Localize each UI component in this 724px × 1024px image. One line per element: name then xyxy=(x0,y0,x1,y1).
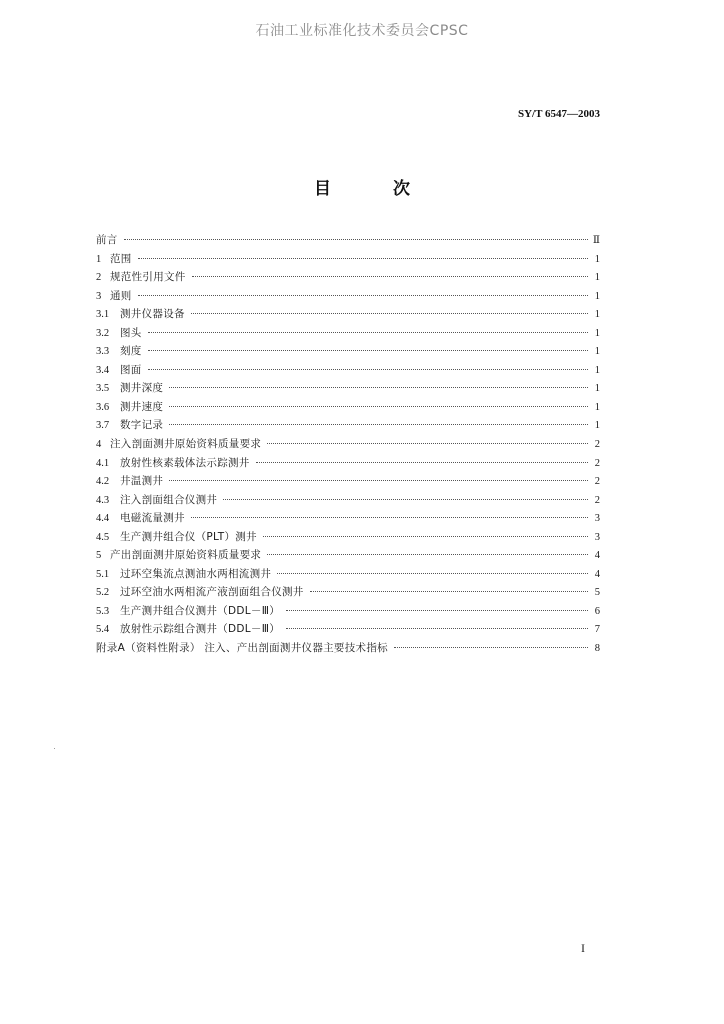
toc-entry-label: 放射性核素载体法示踪测井 xyxy=(120,456,250,469)
toc-entry[interactable] xyxy=(96,583,600,602)
toc-leader-dots xyxy=(169,406,588,407)
toc-entry[interactable] xyxy=(96,342,600,361)
toc-entry[interactable] xyxy=(96,546,600,565)
toc-entry[interactable] xyxy=(96,305,600,324)
toc-entry-label: 过环空集流点测油水两相流测井 xyxy=(120,567,272,580)
toc-entry-page: 8 xyxy=(594,643,600,655)
toc-entry-page: 2 xyxy=(594,494,600,506)
toc-leader-dots xyxy=(169,480,588,481)
toc-entry-number: 5 xyxy=(96,550,102,562)
toc-entry-page: 3 xyxy=(594,513,600,525)
toc-leader-dots xyxy=(286,628,588,629)
toc-entry-page: 1 xyxy=(594,327,600,339)
toc-entry[interactable] xyxy=(96,620,600,639)
toc-entry-page: 1 xyxy=(594,253,600,265)
toc-entry[interactable] xyxy=(96,287,600,306)
toc-entry[interactable] xyxy=(96,324,600,343)
toc-entry-page: 1 xyxy=(594,383,600,395)
toc-entry-number: 4.3 xyxy=(96,494,110,506)
toc-entry-page: 1 xyxy=(594,420,600,432)
toc-entry-page: 2 xyxy=(594,457,600,469)
page-title: 目 次 xyxy=(314,179,438,199)
standard-code: SY/T 6547—2003 xyxy=(517,108,600,120)
toc-entry-label: 生产测井组合仪（PLT）测井 xyxy=(120,530,257,543)
toc-entry[interactable] xyxy=(96,639,600,658)
toc-entry-number: 5.3 xyxy=(96,605,110,617)
toc-entry-page: 4 xyxy=(594,550,600,562)
toc-entry-label: 规范性引用文件 xyxy=(110,271,186,284)
toc-entry[interactable] xyxy=(96,435,600,454)
toc-entry-label: 图头 xyxy=(120,326,142,339)
toc-entry-label: 注入剖面测井原始资料质量要求 xyxy=(110,438,262,451)
toc-entry-label: 电磁流量测井 xyxy=(120,512,185,525)
toc-entry-number: 3 xyxy=(96,290,102,302)
toc-entry-page: 1 xyxy=(594,401,600,413)
toc-leader-dots xyxy=(267,443,588,444)
toc-entry-page: 2 xyxy=(594,476,600,488)
toc-entry[interactable] xyxy=(96,416,600,435)
toc-entry-page: Ⅱ xyxy=(592,235,600,246)
toc-leader-dots xyxy=(263,536,588,537)
toc-leader-dots xyxy=(138,258,588,259)
toc-entry-number: 3.2 xyxy=(96,327,110,339)
toc-leader-dots xyxy=(223,499,588,500)
toc-entry-number: 3.1 xyxy=(96,309,110,321)
toc-entry[interactable] xyxy=(96,602,600,621)
toc-entry-label: 刻度 xyxy=(120,345,142,358)
toc-leader-dots xyxy=(138,295,588,296)
toc-entry[interactable] xyxy=(96,250,600,269)
toc-leader-dots xyxy=(148,369,588,370)
toc-entry-label: 图面 xyxy=(120,363,142,376)
toc-leader-dots xyxy=(148,332,588,333)
toc-entry-label: 放射性示踪组合测井（DDL－Ⅲ） xyxy=(120,623,281,636)
toc-leader-dots xyxy=(277,573,588,574)
toc-entry-number: 3.3 xyxy=(96,346,110,358)
toc-entry-page: 2 xyxy=(594,439,600,451)
toc-entry-number: 2 xyxy=(96,272,102,284)
toc-entry-number: 1 xyxy=(96,253,102,265)
toc-leader-dots xyxy=(192,276,588,277)
toc-entry-label: 测井速度 xyxy=(120,400,164,413)
toc-leader-dots xyxy=(267,554,588,555)
page-number: I xyxy=(581,941,585,955)
toc-entry-number: 3.7 xyxy=(96,420,110,432)
toc-entry-page: 3 xyxy=(594,531,600,543)
toc-entry-page: 5 xyxy=(594,587,600,599)
toc-leader-dots xyxy=(191,517,588,518)
toc-leader-dots xyxy=(148,350,588,351)
scan-speck xyxy=(54,748,55,749)
toc-entry-label: 测井仪器设备 xyxy=(120,308,185,321)
toc-entry-label: 前言 xyxy=(96,234,118,246)
toc-entry-number: 4.4 xyxy=(96,513,110,525)
toc-entry-label: 注入剖面组合仪测井 xyxy=(120,493,218,506)
toc-leader-dots xyxy=(310,591,588,592)
toc-entry-label: 数字记录 xyxy=(120,419,164,432)
toc-entry[interactable] xyxy=(96,231,600,250)
toc-entry-label: 测井深度 xyxy=(120,382,164,395)
toc-entry-page: 4 xyxy=(594,568,600,580)
toc-entry[interactable] xyxy=(96,398,600,417)
toc-leader-dots xyxy=(256,462,588,463)
toc-entry-number: 3.5 xyxy=(96,383,110,395)
toc-entry-label: 过环空油水两相流产液剖面组合仪测井 xyxy=(120,586,304,599)
toc-entry-number: 4.2 xyxy=(96,476,110,488)
toc-entry-number: 5.4 xyxy=(96,624,110,636)
toc-entry-page: 1 xyxy=(594,364,600,376)
toc-entry-number: 3.6 xyxy=(96,401,110,413)
toc-leader-dots xyxy=(124,239,588,240)
watermark-text: 石油工业标准化技术委员会CPSC xyxy=(255,23,469,39)
toc-entry-number: 3.4 xyxy=(96,364,110,376)
toc-entry[interactable] xyxy=(96,491,600,510)
toc-entry-number: 5.2 xyxy=(96,587,110,599)
toc-entry[interactable] xyxy=(96,565,600,584)
toc-entry-label: 生产测井组合仪测井（DDL－Ⅲ） xyxy=(120,604,281,617)
toc-leader-dots xyxy=(191,313,588,314)
toc-leader-dots xyxy=(169,424,588,425)
toc-entry[interactable] xyxy=(96,509,600,528)
toc-entry-label: 通则 xyxy=(110,289,132,302)
toc-entry-number: 4 xyxy=(96,439,102,451)
toc-entry-number: 5.1 xyxy=(96,568,110,580)
toc-entry[interactable] xyxy=(96,454,600,473)
toc-entry[interactable] xyxy=(96,361,600,380)
toc-entry-label: 范围 xyxy=(110,252,132,265)
toc-entry[interactable] xyxy=(96,472,600,491)
toc-entry[interactable] xyxy=(96,528,600,547)
toc-entry-page: 1 xyxy=(594,290,600,302)
toc-entry[interactable] xyxy=(96,379,600,398)
toc-entry-label: 井温测井 xyxy=(120,475,164,488)
toc-leader-dots xyxy=(286,610,588,611)
toc-entry-number: 4.5 xyxy=(96,531,110,543)
table-of-contents xyxy=(96,231,600,658)
toc-entry-page: 7 xyxy=(594,624,600,636)
toc-entry-page: 1 xyxy=(594,309,600,321)
toc-entry-label: 附录A（资料性附录） 注入、产出剖面测井仪器主要技术指标 xyxy=(96,642,388,655)
toc-leader-dots xyxy=(169,387,588,388)
toc-entry-page: 6 xyxy=(594,605,600,617)
toc-entry-page: 1 xyxy=(594,346,600,358)
toc-entry-page: 1 xyxy=(594,272,600,284)
toc-entry-label: 产出剖面测井原始资料质量要求 xyxy=(110,549,262,562)
toc-entry-number: 4.1 xyxy=(96,457,110,469)
toc-entry[interactable] xyxy=(96,268,600,287)
toc-leader-dots xyxy=(394,647,588,648)
